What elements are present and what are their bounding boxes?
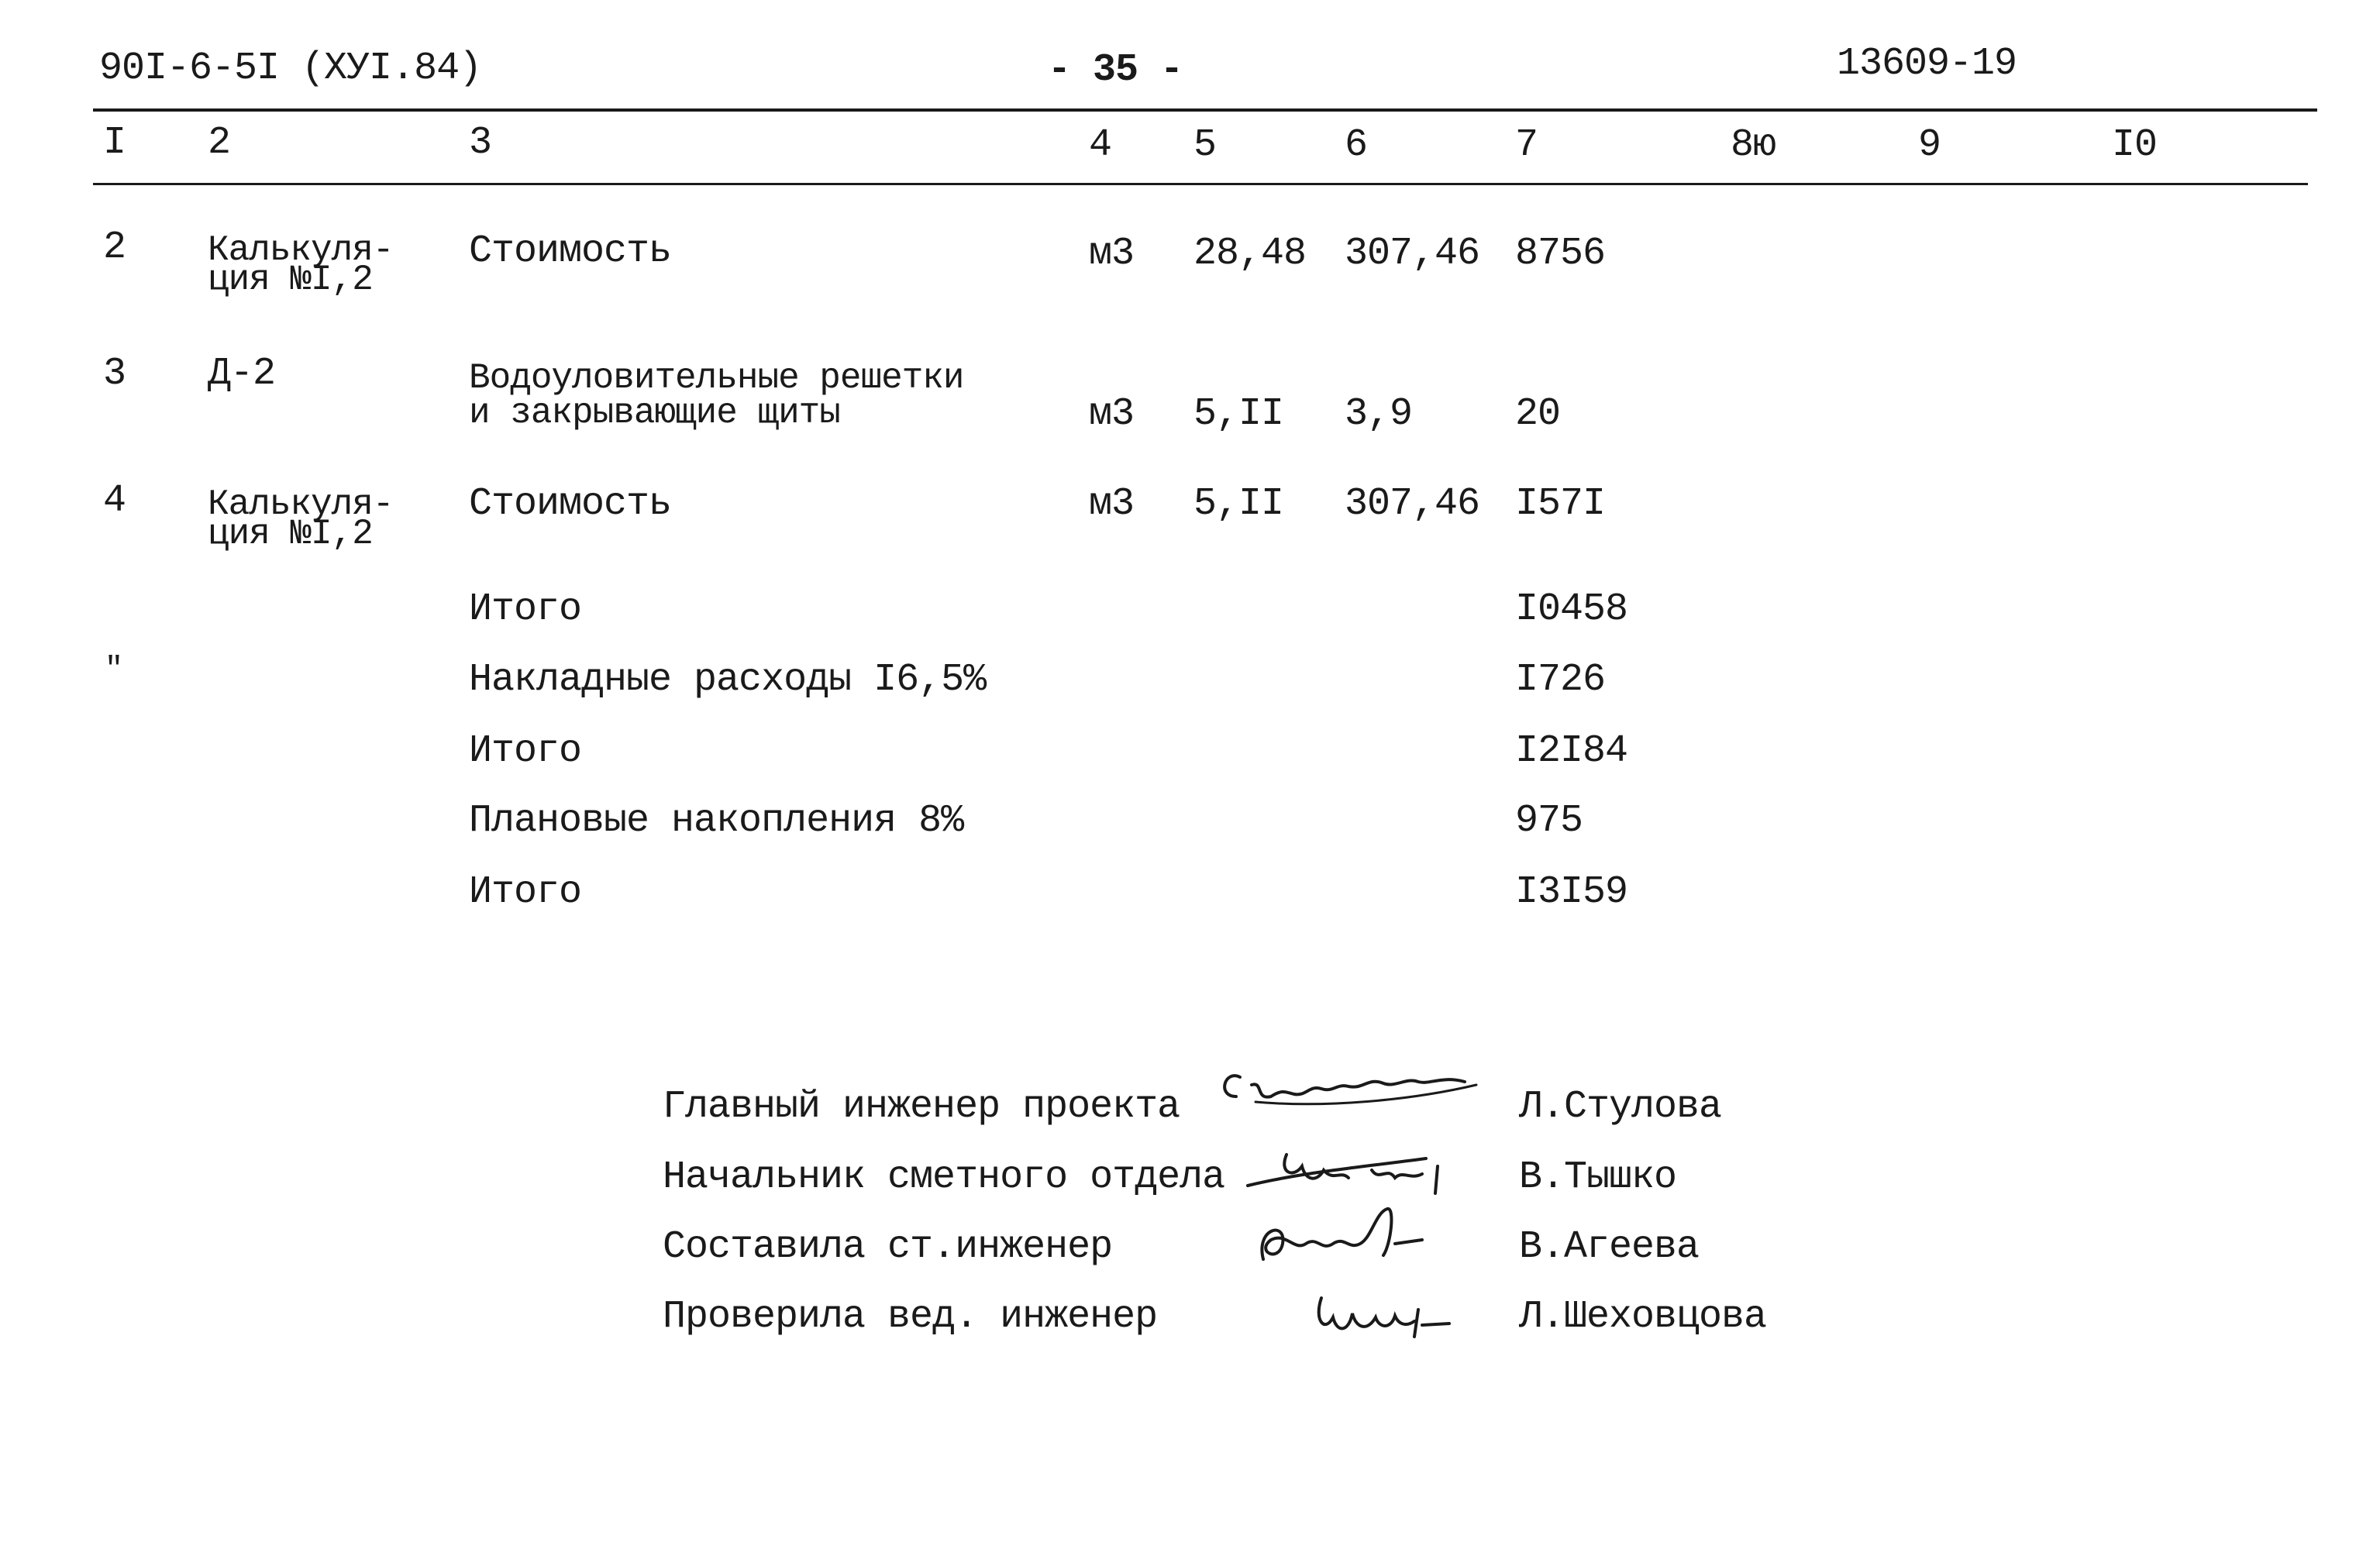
row-reference: Д-2 <box>208 352 276 396</box>
ditto-mark: " <box>105 652 123 687</box>
row-total: 8756 <box>1515 232 1606 276</box>
signer-position: Начальник сметного отдела <box>663 1155 1225 1200</box>
row-price: 307,46 <box>1345 482 1480 526</box>
row-name: и закрывающие щиты <box>469 393 840 433</box>
row-name: Водоуловительные решетки <box>469 358 964 398</box>
summary-total: 975 <box>1515 799 1583 843</box>
handwritten-signature <box>1240 1197 1472 1275</box>
row-price: 3,9 <box>1345 392 1413 436</box>
row-reference: ция №I,2 <box>208 260 373 300</box>
summary-total: I726 <box>1515 658 1606 702</box>
signer-name: В.Агеева <box>1519 1225 1700 1269</box>
summary-label: Итого <box>469 729 582 773</box>
table-top-rule <box>93 108 2317 112</box>
row-number: 2 <box>103 225 126 270</box>
doc-code: 90I-6-5I (XУI.84) <box>99 46 482 91</box>
column-header: 6 <box>1345 123 1368 167</box>
row-quantity: 5,II <box>1193 392 1284 436</box>
row-number: 3 <box>103 352 126 396</box>
handwritten-signature <box>1209 1054 1488 1124</box>
column-header: I0 <box>2112 123 2158 167</box>
summary-label: Итого <box>469 587 582 632</box>
row-unit: м3 <box>1089 482 1135 526</box>
row-unit: м3 <box>1089 232 1135 276</box>
signer-name: Л.Стулова <box>1519 1085 1722 1129</box>
row-name: Стоимость <box>469 229 672 274</box>
handwritten-signature <box>1302 1279 1503 1348</box>
summary-total: I0458 <box>1515 587 1628 632</box>
column-header: I <box>103 121 126 165</box>
table-header-rule <box>93 183 2308 185</box>
doc-number: 13609-19 <box>1837 42 2017 86</box>
row-reference: Калькуля- <box>208 230 394 270</box>
summary-total: I3I59 <box>1515 870 1628 914</box>
column-header: 7 <box>1515 123 1538 167</box>
column-header: 9 <box>1918 123 1941 167</box>
page-number: - 35 - <box>1048 48 1183 92</box>
summary-label: Накладные расходы I6,5% <box>469 658 987 702</box>
row-total: I57I <box>1515 482 1606 526</box>
row-quantity: 28,48 <box>1193 232 1307 276</box>
row-reference: ция №I,2 <box>208 514 373 554</box>
handwritten-signature <box>1232 1135 1480 1205</box>
row-total: 20 <box>1515 392 1561 436</box>
signer-position: Главный инженер проекта <box>663 1085 1180 1129</box>
row-quantity: 5,II <box>1193 482 1284 526</box>
summary-label: Итого <box>469 870 582 914</box>
row-unit: м3 <box>1089 392 1135 436</box>
column-header: 5 <box>1193 123 1217 167</box>
signer-name: Л.Шеховцова <box>1519 1295 1767 1339</box>
summary-label: Плановые накопления 8% <box>469 799 964 843</box>
row-reference: Калькуля- <box>208 484 394 525</box>
signer-name: В.Тышко <box>1519 1155 1677 1200</box>
row-price: 307,46 <box>1345 232 1480 276</box>
column-header: 3 <box>469 121 492 165</box>
column-header: 4 <box>1089 123 1112 167</box>
row-name: Стоимость <box>469 482 672 526</box>
column-header: 2 <box>208 121 231 165</box>
signer-position: Проверила вед. инженер <box>663 1295 1158 1339</box>
signer-position: Составила ст.инженер <box>663 1225 1113 1269</box>
column-header: 8ю <box>1731 123 1776 167</box>
summary-total: I2I84 <box>1515 729 1628 773</box>
row-number: 4 <box>103 479 126 523</box>
